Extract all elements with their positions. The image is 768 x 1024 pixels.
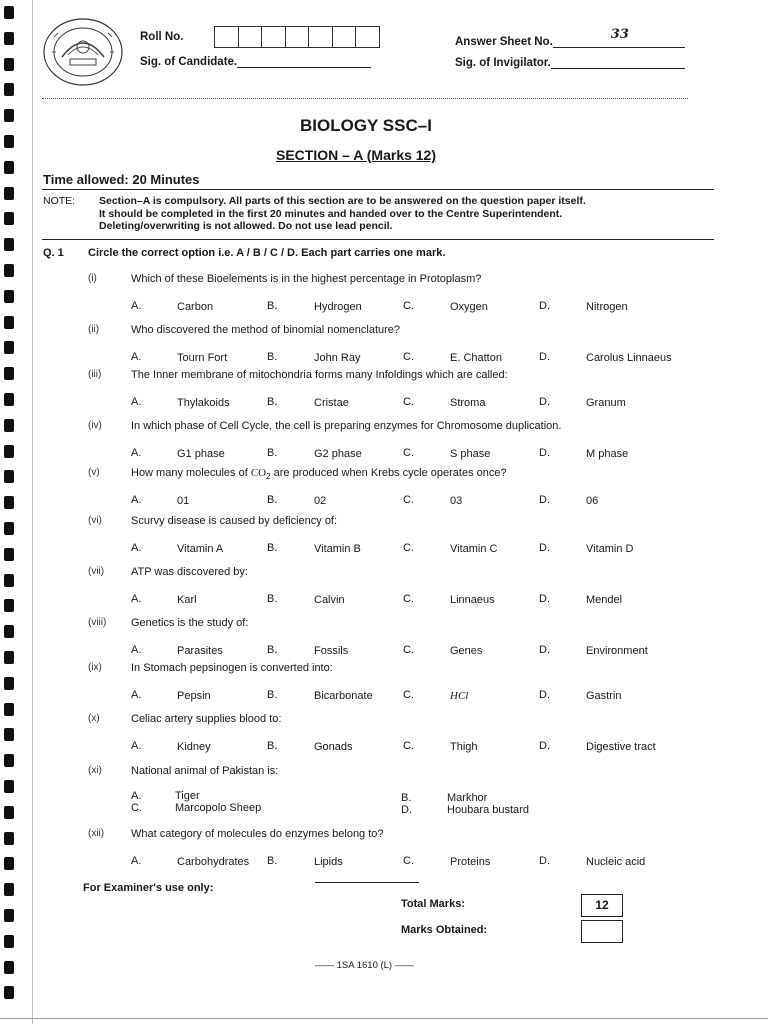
question-text: In which phase of Cell Cycle, the cell is preparing enzymes for Chromosome duplication. (131, 420, 562, 432)
sig-candidate-line[interactable] (237, 57, 371, 68)
option-letter: B. (267, 740, 278, 752)
question-text: Genetics is the study of: (131, 617, 249, 629)
option-letter: D. (539, 689, 550, 701)
option-text[interactable]: Carbohydrates (177, 856, 250, 868)
timing-mark (4, 677, 14, 690)
timing-mark (4, 135, 14, 148)
timing-mark (4, 367, 14, 380)
option-text[interactable]: G1 phase (177, 448, 225, 460)
option-letter: C. (403, 447, 414, 459)
marks-obtained-box[interactable] (581, 920, 623, 943)
option-text[interactable]: John Ray (314, 352, 361, 364)
question-roman-number: (vii) (88, 566, 105, 577)
option-letter: A. (131, 644, 142, 656)
option-text[interactable]: Calvin (314, 594, 345, 606)
option-letter: D. (539, 855, 550, 867)
timing-mark (4, 651, 14, 664)
timing-mark (4, 212, 14, 225)
board-seal-logo (42, 17, 124, 87)
option-text[interactable]: Carolus Linnaeus (586, 352, 672, 364)
note-line-2: It should be completed in the first 20 minutes and handed over to the Centre Superintendent. (99, 207, 563, 220)
timing-mark (4, 238, 14, 251)
option-letter: A. (131, 740, 142, 752)
option-letter: D. (539, 300, 550, 312)
option-letter: A. (131, 494, 142, 506)
option-text[interactable]: Vitamin C (450, 543, 498, 555)
question-text: The Inner membrane of mitochondria forms many Infoldings which are called: (131, 369, 508, 381)
question-text: Who discovered the method of binomial nomenclature? (131, 324, 401, 336)
page-edge-line (32, 0, 33, 1024)
option-letter: B. (267, 855, 278, 867)
option-letter: C. (403, 855, 414, 867)
option-letter: C. (403, 593, 414, 605)
option-text[interactable]: Bicarbonate (314, 690, 373, 702)
option-letter: A. (131, 593, 142, 605)
option-text[interactable]: Linnaeus (450, 594, 495, 606)
option-letter: A. (131, 790, 142, 802)
option-text[interactable]: Kidney (177, 741, 211, 753)
option-text[interactable]: Karl (177, 594, 197, 606)
option-text[interactable]: Thigh (450, 741, 478, 753)
option-text[interactable]: Markhor (447, 792, 488, 804)
paper-code-footer: —— 1SA 1610 (L) —— (315, 960, 414, 971)
option-text[interactable]: M phase (586, 448, 629, 460)
option-letter: B. (267, 593, 278, 605)
timing-mark (4, 780, 14, 793)
option-text[interactable]: S phase (450, 448, 491, 460)
timing-mark (4, 316, 14, 329)
timing-mark (4, 935, 14, 948)
timing-mark (4, 109, 14, 122)
option-letter: A. (131, 447, 142, 459)
rule-bottom (42, 239, 714, 240)
note-label: NOTE: (43, 195, 76, 207)
timing-mark (4, 341, 14, 354)
option-text[interactable]: Lipids (314, 856, 343, 868)
option-text[interactable]: Granum (586, 397, 626, 409)
timing-mark (4, 961, 14, 974)
question-roman-number: (vi) (88, 515, 102, 526)
rule-top (42, 189, 714, 190)
question-roman-number: (v) (88, 467, 100, 478)
option-letter: D. (539, 447, 550, 459)
timing-mark (4, 393, 14, 406)
option-letter: B. (267, 689, 278, 701)
sig-invigilator-label: Sig. of Invigilator. (455, 57, 685, 69)
question-text: Celiac artery supplies blood to: (131, 713, 282, 725)
option-text[interactable]: Hydrogen (314, 301, 362, 313)
option-text[interactable]: Pepsin (177, 690, 211, 702)
timing-mark (4, 574, 14, 587)
chemical-formula: CO (250, 467, 267, 479)
option-letter: D. (539, 351, 550, 363)
question-text-part: are produced when Krebs cycle operates once? (270, 467, 507, 479)
option-letter: C. (403, 396, 414, 408)
question-roman-number: (viii) (88, 617, 107, 628)
option-text[interactable]: Carbon (177, 301, 214, 313)
timing-mark (4, 32, 14, 45)
timing-mark (4, 857, 14, 870)
option-letter: C. (403, 740, 414, 752)
timing-mark (4, 290, 14, 303)
question-text: What category of molecules do enzymes belong to? (131, 828, 384, 840)
option-text[interactable]: Marcopolo Sheep (175, 802, 262, 814)
option-letter: A. (131, 300, 142, 312)
timing-mark (4, 187, 14, 200)
option-text[interactable]: 01 (177, 495, 190, 507)
timing-mark (4, 625, 14, 638)
option-text[interactable]: HCl (450, 690, 469, 702)
option-letter: A. (131, 396, 142, 408)
question-text-part: How many molecules of (131, 467, 251, 479)
option-text[interactable]: Nucleic acid (586, 856, 646, 868)
question-roman-number: (iii) (88, 369, 102, 380)
option-text[interactable]: Cristae (314, 397, 349, 409)
cut-line (42, 98, 688, 99)
note-line-3: Deleting/overwriting is not allowed. Do not use lead pencil. (99, 220, 393, 232)
sig-candidate-label: Sig. of Candidate. (140, 56, 371, 68)
option-letter: D. (401, 804, 412, 816)
timing-mark (4, 599, 14, 612)
timing-mark (4, 806, 14, 819)
question-text: ATP was discovered by: (131, 566, 248, 578)
time-allowed: Time allowed: 20 Minutes (43, 172, 200, 187)
question-text: In Stomach pepsinogen is converted into: (131, 662, 333, 674)
option-text[interactable]: Gonads (314, 741, 353, 753)
total-marks-label: Total Marks: (401, 898, 465, 910)
answer-sheet-number: 33 (610, 27, 629, 42)
option-text[interactable]: Fossils (314, 645, 349, 657)
timing-mark (4, 58, 14, 71)
option-text[interactable]: E. Chatton (450, 352, 502, 364)
option-letter: D. (539, 542, 550, 554)
examiner-label: For Examiner's use only: (83, 882, 214, 894)
sig-invigilator-line[interactable] (551, 58, 685, 69)
timing-mark (4, 470, 14, 483)
option-letter: B. (267, 447, 278, 459)
question-roman-number: (ix) (88, 662, 102, 673)
question-text: Which of these Bioelements is in the highest percentage in Protoplasm? (131, 273, 482, 285)
option-letter: D. (539, 644, 550, 656)
question-roman-number: (x) (88, 713, 100, 724)
answer-sheet-line[interactable] (553, 27, 685, 48)
option-text[interactable]: 02 (314, 495, 327, 507)
option-text[interactable]: Environment (586, 645, 648, 657)
timing-mark (4, 6, 14, 19)
option-letter: C. (403, 644, 414, 656)
option-letter: B. (267, 494, 278, 506)
option-text[interactable]: 06 (586, 495, 599, 507)
timing-mark (4, 883, 14, 896)
chemical-subscript: 2 (266, 472, 271, 482)
marks-obtained-label: Marks Obtained: (401, 924, 488, 936)
option-letter: D. (539, 396, 550, 408)
option-text[interactable]: Oxygen (450, 301, 488, 313)
examiner-line (315, 882, 419, 883)
option-letter: D. (539, 593, 550, 605)
option-letter: D. (539, 494, 550, 506)
option-letter: B. (267, 351, 278, 363)
question-roman-number: (xii) (88, 828, 105, 839)
timing-mark (4, 445, 14, 458)
option-text[interactable]: Vitamin B (314, 543, 361, 555)
timing-mark (4, 161, 14, 174)
timing-mark (4, 419, 14, 432)
paper-title: BIOLOGY SSC–I (300, 116, 432, 135)
option-text[interactable]: Genes (450, 645, 483, 657)
timing-mark (4, 986, 14, 999)
option-letter: B. (267, 300, 278, 312)
question-text (131, 467, 507, 481)
option-letter: B. (267, 644, 278, 656)
option-text[interactable]: Vitamin A (177, 543, 224, 555)
option-text[interactable]: Digestive tract (586, 741, 656, 753)
option-text[interactable]: Thylakoids (177, 397, 230, 409)
option-letter: A. (131, 542, 142, 554)
option-text[interactable]: Houbara bustard (447, 804, 529, 816)
timing-mark (4, 522, 14, 535)
option-text[interactable]: Vitamin D (586, 543, 634, 555)
question-instruction: Circle the correct option i.e. A / B / C / D. Each part carries one mark. (88, 247, 446, 259)
option-text[interactable]: 03 (450, 495, 463, 507)
option-letter: C. (403, 542, 414, 554)
option-letter: C. (131, 802, 142, 814)
option-text[interactable]: Gastrin (586, 690, 622, 702)
page-bottom-edge (0, 1018, 768, 1019)
option-letter: C. (403, 494, 414, 506)
option-text[interactable]: Proteins (450, 856, 491, 868)
option-text[interactable]: Nitrogen (586, 301, 628, 313)
option-letter: C. (403, 689, 414, 701)
total-marks-box: 12 (581, 894, 623, 917)
timing-mark (4, 754, 14, 767)
section-heading: SECTION – A (Marks 12) (276, 147, 437, 163)
omr-timing-marks (4, 6, 18, 1016)
option-letter: B. (267, 542, 278, 554)
option-text[interactable]: Tourn Fort (177, 352, 228, 364)
option-text[interactable]: Tiger (175, 790, 200, 802)
question-roman-number: (ii) (88, 324, 100, 335)
timing-mark (4, 728, 14, 741)
option-letter: A. (131, 855, 142, 867)
option-text[interactable]: Mendel (586, 594, 623, 606)
question-roman-number: (xi) (88, 765, 102, 776)
option-letter: B. (267, 396, 278, 408)
timing-mark (4, 909, 14, 922)
roll-no-label: Roll No. (140, 31, 184, 43)
timing-mark (4, 264, 14, 277)
answer-sheet-label: Answer Sheet No. 33 (455, 33, 685, 48)
option-text[interactable]: Parasites (177, 645, 223, 657)
timing-mark (4, 496, 14, 509)
timing-mark (4, 703, 14, 716)
timing-mark (4, 832, 14, 845)
note-line-1: Section–A is compulsory. All parts of this section are to be answered on the question paper itself. (99, 195, 586, 207)
question-text: Scurvy disease is caused by deficiency of: (131, 515, 338, 527)
question-number: Q. 1 (43, 247, 64, 259)
option-letter: A. (131, 689, 142, 701)
question-roman-number: (i) (88, 273, 97, 284)
timing-mark (4, 548, 14, 561)
question-text: National animal of Pakistan is: (131, 765, 279, 777)
timing-mark (4, 83, 14, 96)
option-letter: C. (403, 300, 414, 312)
option-letter: C. (403, 351, 414, 363)
question-roman-number: (iv) (88, 420, 102, 431)
option-text[interactable]: Stroma (450, 397, 486, 409)
option-text[interactable]: G2 phase (314, 448, 362, 460)
option-letter: B. (401, 792, 412, 804)
option-letter: A. (131, 351, 142, 363)
option-letter: D. (539, 740, 550, 752)
roll-no-boxes[interactable] (214, 26, 380, 48)
